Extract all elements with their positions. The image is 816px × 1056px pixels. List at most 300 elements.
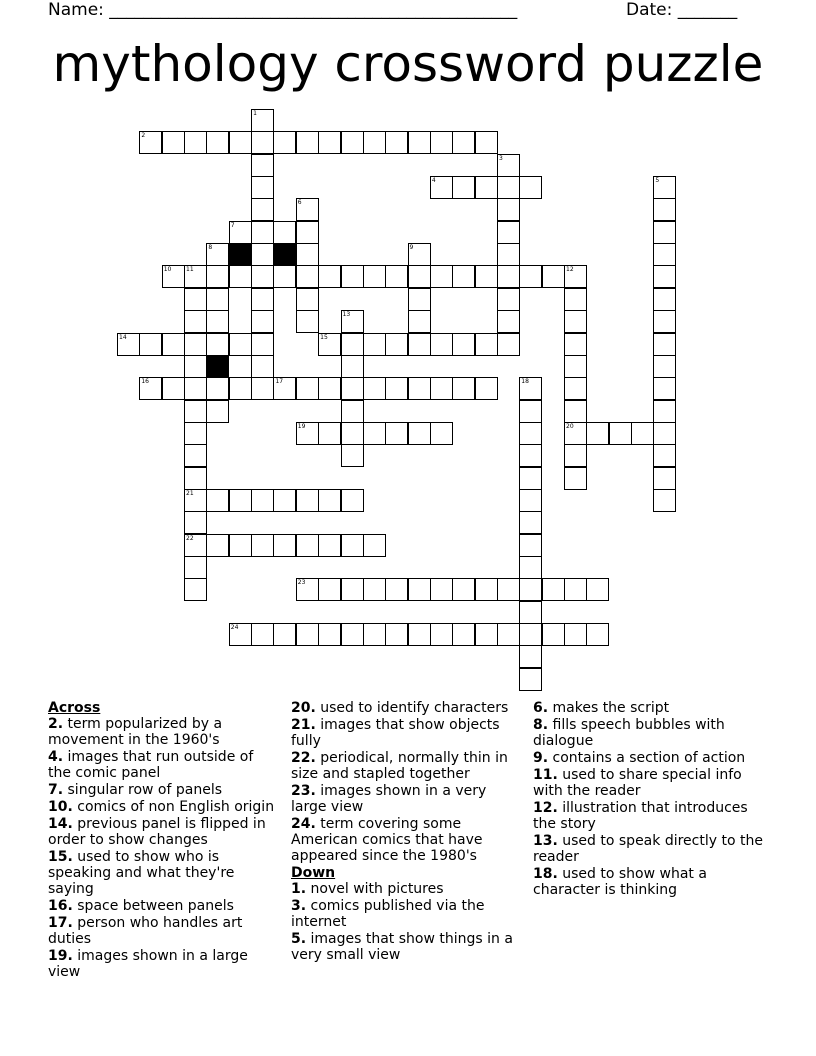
clue-number-label: 12. <box>533 800 558 816</box>
grid-cell[interactable] <box>296 243 319 266</box>
down-clue-list <box>291 881 523 963</box>
grid-cell[interactable] <box>564 333 587 356</box>
grid-cell[interactable] <box>251 131 274 154</box>
grid-cell[interactable] <box>296 422 319 445</box>
grid-cell[interactable] <box>184 489 207 512</box>
grid-cell[interactable] <box>519 645 542 668</box>
grid-cell[interactable] <box>296 623 319 646</box>
clue-text: used to share special info with the reader <box>533 767 742 799</box>
grid-cell[interactable] <box>251 310 274 333</box>
grid-cell[interactable] <box>363 534 386 557</box>
clue-item <box>533 833 773 865</box>
grid-cell[interactable] <box>341 534 364 557</box>
grid-cell[interactable] <box>363 623 386 646</box>
grid-cell[interactable] <box>542 578 565 601</box>
page-title: mythology crossword puzzle <box>52 35 764 93</box>
clue-number-label: 19. <box>48 948 73 964</box>
grid-cell[interactable] <box>497 288 520 311</box>
clue-number-label: 2. <box>48 716 64 732</box>
grid-cell[interactable] <box>653 422 676 445</box>
clue-number-label: 9. <box>533 750 549 766</box>
grid-cell[interactable] <box>229 221 252 244</box>
grid-cell[interactable] <box>519 176 542 199</box>
grid-cell[interactable] <box>430 377 453 400</box>
grid-cell[interactable] <box>251 377 274 400</box>
grid-cell[interactable] <box>296 489 319 512</box>
grid-cell[interactable] <box>564 444 587 467</box>
grid-cell[interactable] <box>430 176 453 199</box>
clue-text: used to show what a character is thinking <box>533 866 707 898</box>
clue-text: illustration that introduces the story <box>533 800 748 832</box>
grid-cell[interactable] <box>229 534 252 557</box>
grid-cell[interactable] <box>296 131 319 154</box>
clue-number: 20 <box>566 422 574 430</box>
grid-cell[interactable] <box>363 578 386 601</box>
clue-number: 19 <box>297 422 306 430</box>
grid-cell[interactable] <box>430 623 453 646</box>
clue-item <box>48 782 278 798</box>
grid-cell[interactable] <box>519 444 542 467</box>
grid-cell[interactable] <box>653 489 676 512</box>
grid-cell[interactable] <box>139 131 162 154</box>
clue-number: 9 <box>409 244 414 252</box>
grid-cell[interactable] <box>229 131 252 154</box>
clue-number: 24 <box>230 624 239 632</box>
grid-cell[interactable] <box>229 377 252 400</box>
clue-text: space between panels <box>72 898 234 914</box>
grid-cell[interactable] <box>184 400 207 423</box>
grid-cell[interactable] <box>542 623 565 646</box>
grid-cell[interactable] <box>408 288 431 311</box>
grid-cell[interactable] <box>296 198 319 221</box>
grid-cell[interactable] <box>251 534 274 557</box>
grid-cell[interactable] <box>385 333 408 356</box>
grid-cell[interactable] <box>475 623 498 646</box>
grid-cell[interactable] <box>296 265 319 288</box>
grid-cell[interactable] <box>452 377 475 400</box>
grid-cell[interactable] <box>653 265 676 288</box>
grid-cell[interactable] <box>653 355 676 378</box>
clue-number-label: 15. <box>48 849 73 865</box>
grid-cell[interactable] <box>341 310 364 333</box>
grid-cell[interactable] <box>251 623 274 646</box>
grid-cell[interactable] <box>206 288 229 311</box>
grid-cell[interactable] <box>430 333 453 356</box>
grid-cell[interactable] <box>251 243 274 266</box>
grid-cell[interactable] <box>206 377 229 400</box>
clue-item <box>533 866 773 898</box>
clue-text: periodical, normally thin in size and stapled together <box>291 750 508 782</box>
date-field[interactable]: Date: _______ <box>626 0 738 20</box>
grid-cell[interactable] <box>408 333 431 356</box>
grid-cell[interactable] <box>497 221 520 244</box>
grid-cell[interactable] <box>139 377 162 400</box>
grid-cell[interactable] <box>184 333 207 356</box>
clue-item <box>48 915 278 947</box>
grid-cell[interactable] <box>318 623 341 646</box>
clue-number-label: 8. <box>533 717 549 733</box>
grid-cell[interactable] <box>318 534 341 557</box>
grid-cell[interactable] <box>497 623 520 646</box>
grid-cell[interactable] <box>408 265 431 288</box>
grid-cell[interactable] <box>385 265 408 288</box>
clue-number-label: 16. <box>48 898 73 914</box>
grid-cell[interactable] <box>251 288 274 311</box>
clue-column-1 <box>48 700 278 981</box>
grid-cell[interactable] <box>296 534 319 557</box>
grid-cell[interactable] <box>341 422 364 445</box>
grid-cell[interactable] <box>206 333 229 356</box>
clue-item <box>48 816 278 848</box>
grid-cell[interactable] <box>206 310 229 333</box>
grid-cell[interactable] <box>251 355 274 378</box>
clue-number: 1 <box>253 110 257 117</box>
grid-cell[interactable] <box>318 489 341 512</box>
clue-text: comics of non English origin <box>72 799 275 815</box>
grid-cell[interactable] <box>318 578 341 601</box>
grid-cell[interactable] <box>229 333 252 356</box>
grid-cell[interactable] <box>273 377 296 400</box>
clue-item <box>291 881 523 897</box>
grid-cell[interactable] <box>251 154 274 177</box>
grid-cell[interactable] <box>318 265 341 288</box>
clue-text: term covering some American comics that have appeared since the 1980's <box>291 816 483 864</box>
grid-cell[interactable] <box>318 333 341 356</box>
grid-cell[interactable] <box>519 265 542 288</box>
grid-cell[interactable] <box>363 422 386 445</box>
grid-cell[interactable] <box>251 109 274 132</box>
grid-cell[interactable] <box>430 422 453 445</box>
clue-item <box>533 767 773 799</box>
clue-number-label: 10. <box>48 799 73 815</box>
grid-cell[interactable] <box>475 333 498 356</box>
grid-cell[interactable] <box>564 422 587 445</box>
grid-cell[interactable] <box>363 131 386 154</box>
clue-column-2 <box>291 700 523 964</box>
grid-cell[interactable] <box>586 578 609 601</box>
grid-cell[interactable] <box>519 422 542 445</box>
grid-cell[interactable] <box>162 265 185 288</box>
clue-number-label: 13. <box>533 833 558 849</box>
grid-cell[interactable] <box>653 444 676 467</box>
down-heading: Down <box>291 865 336 881</box>
grid-cell[interactable] <box>296 288 319 311</box>
clue-text: images shown in a large view <box>48 948 248 980</box>
grid-cell[interactable] <box>251 198 274 221</box>
grid-cell[interactable] <box>184 511 207 534</box>
grid-cell[interactable] <box>318 377 341 400</box>
clue-item <box>48 749 278 781</box>
grid-cell[interactable] <box>653 310 676 333</box>
grid-cell[interactable] <box>564 377 587 400</box>
clue-item <box>291 898 523 930</box>
grid-cell[interactable] <box>475 377 498 400</box>
grid-cell[interactable] <box>341 623 364 646</box>
grid-cell[interactable] <box>564 310 587 333</box>
grid-cell[interactable] <box>385 131 408 154</box>
clue-number: 17 <box>275 378 284 386</box>
grid-cell[interactable] <box>296 578 319 601</box>
grid-cell[interactable] <box>497 333 520 356</box>
grid-cell[interactable] <box>385 578 408 601</box>
grid-cell[interactable] <box>653 333 676 356</box>
grid-cell[interactable] <box>184 556 207 579</box>
grid-cell[interactable] <box>564 265 587 288</box>
grid-cell[interactable] <box>452 333 475 356</box>
grid-cell[interactable] <box>363 377 386 400</box>
grid-cell[interactable] <box>653 467 676 490</box>
grid-cell[interactable] <box>273 489 296 512</box>
grid-cell[interactable] <box>497 154 520 177</box>
clue-item <box>533 700 773 716</box>
grid-block <box>229 243 252 266</box>
clue-text: person who handles art duties <box>48 915 243 947</box>
grid-cell[interactable] <box>341 265 364 288</box>
grid-cell[interactable] <box>341 355 364 378</box>
grid-cell[interactable] <box>341 578 364 601</box>
grid-cell[interactable] <box>206 400 229 423</box>
clue-number: 23 <box>297 579 306 587</box>
grid-cell[interactable] <box>162 377 185 400</box>
clue-item <box>533 717 773 749</box>
grid-cell[interactable] <box>273 221 296 244</box>
clue-number: 15 <box>320 333 328 341</box>
grid-cell[interactable] <box>184 444 207 467</box>
grid-cell[interactable] <box>542 265 565 288</box>
across-heading: Across <box>48 700 101 716</box>
clue-number: 2 <box>141 132 146 140</box>
grid-cell[interactable] <box>273 534 296 557</box>
clue-number-label: 23. <box>291 783 316 799</box>
grid-cell[interactable] <box>586 422 609 445</box>
grid-cell[interactable] <box>229 623 252 646</box>
grid-cell[interactable] <box>229 265 252 288</box>
grid-cell[interactable] <box>564 288 587 311</box>
grid-cell[interactable] <box>519 467 542 490</box>
grid-cell[interactable] <box>206 131 229 154</box>
grid-cell[interactable] <box>497 310 520 333</box>
grid-cell[interactable] <box>497 243 520 266</box>
grid-cell[interactable] <box>452 578 475 601</box>
grid-cell[interactable] <box>408 623 431 646</box>
grid-cell[interactable] <box>452 131 475 154</box>
grid-cell[interactable] <box>519 623 542 646</box>
grid-cell[interactable] <box>273 265 296 288</box>
grid-cell[interactable] <box>184 467 207 490</box>
grid-cell[interactable] <box>519 668 542 691</box>
clue-text: images that run outside of the comic panel <box>48 749 254 781</box>
clue-number: 5 <box>655 177 660 185</box>
clue-number-label: 7. <box>48 782 64 798</box>
grid-cell[interactable] <box>184 355 207 378</box>
clue-number-label: 1. <box>291 881 307 897</box>
grid-cell[interactable] <box>184 288 207 311</box>
clue-number: 10 <box>163 266 172 274</box>
clue-number: 7 <box>230 221 235 229</box>
grid-cell[interactable] <box>653 176 676 199</box>
grid-cell[interactable] <box>653 400 676 423</box>
clue-number: 12 <box>566 266 574 274</box>
grid-cell[interactable] <box>184 578 207 601</box>
grid-cell[interactable] <box>273 131 296 154</box>
grid-cell[interactable] <box>385 623 408 646</box>
clue-item <box>291 750 523 782</box>
grid-cell[interactable] <box>653 243 676 266</box>
clue-number-label: 18. <box>533 866 558 882</box>
grid-cell[interactable] <box>341 400 364 423</box>
grid-cell[interactable] <box>497 198 520 221</box>
grid-cell[interactable] <box>184 422 207 445</box>
clue-text: contains a section of action <box>548 750 746 766</box>
grid-cell[interactable] <box>519 489 542 512</box>
grid-cell[interactable] <box>564 623 587 646</box>
grid-cell[interactable] <box>519 578 542 601</box>
grid-cell[interactable] <box>497 265 520 288</box>
grid-cell[interactable] <box>184 377 207 400</box>
clue-text: used to identify characters <box>315 700 509 716</box>
grid-cell[interactable] <box>139 333 162 356</box>
clue-text: term popularized by a movement in the 1960's <box>48 716 223 748</box>
grid-cell[interactable] <box>519 556 542 579</box>
clue-item <box>48 849 278 897</box>
across-clue-list-continued <box>291 700 523 864</box>
grid-cell[interactable] <box>341 333 364 356</box>
grid-cell[interactable] <box>385 377 408 400</box>
grid-cell[interactable] <box>251 333 274 356</box>
grid-cell[interactable] <box>408 377 431 400</box>
grid-cell[interactable] <box>318 131 341 154</box>
clue-number-label: 22. <box>291 750 316 766</box>
clue-number-label: 6. <box>533 700 549 716</box>
grid-cell[interactable] <box>363 333 386 356</box>
grid-cell[interactable] <box>206 243 229 266</box>
grid-cell[interactable] <box>184 131 207 154</box>
clue-text: previous panel is flipped in order to show changes <box>48 816 266 848</box>
grid-cell[interactable] <box>519 601 542 624</box>
grid-cell[interactable] <box>296 221 319 244</box>
grid-cell[interactable] <box>586 623 609 646</box>
grid-cell[interactable] <box>251 265 274 288</box>
grid-cell[interactable] <box>653 198 676 221</box>
grid-cell[interactable] <box>564 355 587 378</box>
clue-text: images that show things in a very small view <box>291 931 513 963</box>
grid-cell[interactable] <box>430 131 453 154</box>
grid-cell[interactable] <box>519 534 542 557</box>
clue-number: 8 <box>208 244 213 252</box>
grid-cell[interactable] <box>206 265 229 288</box>
grid-cell[interactable] <box>408 310 431 333</box>
grid-cell[interactable] <box>452 623 475 646</box>
clue-number: 18 <box>521 378 529 386</box>
grid-cell[interactable] <box>341 444 364 467</box>
clue-item <box>48 716 278 748</box>
clue-item <box>533 800 773 832</box>
grid-cell[interactable] <box>251 176 274 199</box>
grid-cell[interactable] <box>452 176 475 199</box>
clue-number: 6 <box>297 199 302 207</box>
grid-cell[interactable] <box>653 288 676 311</box>
grid-cell[interactable] <box>430 578 453 601</box>
grid-cell[interactable] <box>475 578 498 601</box>
clue-item <box>533 750 773 766</box>
clue-number-label: 3. <box>291 898 307 914</box>
grid-cell[interactable] <box>206 489 229 512</box>
clue-number-label: 20. <box>291 700 316 716</box>
grid-cell[interactable] <box>206 534 229 557</box>
grid-cell[interactable] <box>408 243 431 266</box>
clue-number-label: 17. <box>48 915 73 931</box>
clue-number-label: 24. <box>291 816 316 832</box>
clue-text: images that show objects fully <box>291 717 500 749</box>
grid-cell[interactable] <box>653 377 676 400</box>
clue-number: 22 <box>186 534 194 542</box>
grid-cell[interactable] <box>273 623 296 646</box>
grid-cell[interactable] <box>385 422 408 445</box>
clue-text: novel with pictures <box>306 881 444 897</box>
grid-cell[interactable] <box>564 400 587 423</box>
grid-cell[interactable] <box>653 221 676 244</box>
clue-item <box>48 948 278 980</box>
grid-cell[interactable] <box>296 377 319 400</box>
grid-cell[interactable] <box>564 578 587 601</box>
clue-text: makes the script <box>548 700 670 716</box>
grid-cell[interactable] <box>475 131 498 154</box>
grid-cell[interactable] <box>408 578 431 601</box>
grid-cell[interactable] <box>117 333 140 356</box>
grid-block <box>206 355 229 378</box>
clue-number-label: 11. <box>533 767 558 783</box>
grid-cell[interactable] <box>229 489 252 512</box>
grid-cell[interactable] <box>184 310 207 333</box>
grid-cell[interactable] <box>184 534 207 557</box>
grid-cell[interactable] <box>341 489 364 512</box>
grid-cell[interactable] <box>408 131 431 154</box>
clue-item <box>48 898 278 914</box>
grid-cell[interactable] <box>452 265 475 288</box>
grid-cell[interactable] <box>631 422 654 445</box>
grid-cell[interactable] <box>475 265 498 288</box>
grid-cell[interactable] <box>251 489 274 512</box>
grid-cell[interactable] <box>430 265 453 288</box>
grid-cell[interactable] <box>318 422 341 445</box>
grid-cell[interactable] <box>519 377 542 400</box>
grid-cell[interactable] <box>341 131 364 154</box>
grid-cell[interactable] <box>251 221 274 244</box>
grid-cell[interactable] <box>296 310 319 333</box>
grid-cell[interactable] <box>497 176 520 199</box>
grid-cell[interactable] <box>408 422 431 445</box>
grid-cell[interactable] <box>519 400 542 423</box>
grid-cell[interactable] <box>184 265 207 288</box>
grid-cell[interactable] <box>162 131 185 154</box>
grid-cell[interactable] <box>497 578 520 601</box>
grid-cell[interactable] <box>475 176 498 199</box>
grid-cell[interactable] <box>341 377 364 400</box>
clue-number: 11 <box>186 266 194 274</box>
clue-number: 4 <box>431 177 436 185</box>
grid-cell[interactable] <box>363 265 386 288</box>
name-field[interactable]: Name: ________________________________________________ <box>48 0 518 20</box>
grid-cell[interactable] <box>162 333 185 356</box>
clue-text: used to speak directly to the reader <box>533 833 763 865</box>
clue-text: used to show who is speaking and what they're saying <box>48 849 235 897</box>
clue-number: 3 <box>498 154 503 162</box>
across-clue-list <box>48 716 278 980</box>
clue-item <box>291 783 523 815</box>
grid-cell[interactable] <box>564 467 587 490</box>
grid-cell[interactable] <box>519 511 542 534</box>
grid-cell[interactable] <box>609 422 632 445</box>
